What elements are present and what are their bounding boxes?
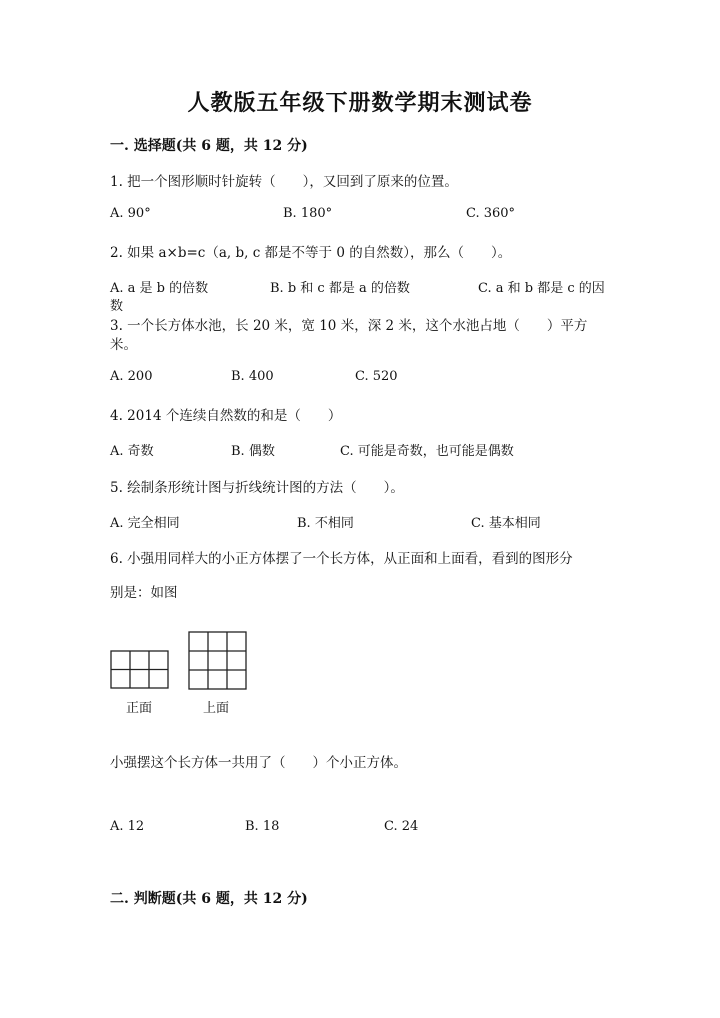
question-2-option-c-wrap: 数	[110, 299, 124, 314]
section-heading-choice: 一. 选择题(共 6 题，共 12 分)	[110, 138, 308, 154]
question-4-option-c: C. 可能是奇数，也可能是偶数	[340, 444, 514, 459]
question-1-option-a: A. 90°	[110, 206, 151, 221]
question-3-option-a: A. 200	[110, 369, 153, 384]
question-1-option-c: C. 360°	[466, 206, 516, 221]
question-3-option-c: C. 520	[355, 369, 398, 384]
question-2-option-b: B. b 和 c 都是 a 的倍数	[270, 281, 410, 296]
question-5-option-b: B. 不相同	[297, 516, 354, 531]
question-3-option-b: B. 400	[231, 369, 274, 384]
question-4-option-b: B. 偶数	[231, 444, 275, 459]
question-2-option-c: C. a 和 b 都是 c 的因	[478, 281, 605, 296]
question-1-option-b: B. 180°	[283, 206, 333, 221]
question-5-option-a: A. 完全相同	[110, 516, 180, 531]
section-heading-judgement: 二. 判断题(共 6 题，共 12 分)	[110, 891, 308, 907]
question-6-line-2: 别是：如图	[110, 585, 178, 601]
question-6-option-a: A. 12	[110, 819, 145, 834]
question-4-option-a: A. 奇数	[110, 444, 154, 459]
question-6-text: 小强摆这个长方体一共用了（ ）个小正方体。	[110, 755, 407, 771]
question-6-line-1: 6. 小强用同样大的小正方体摆了一个长方体，从正面和上面看，看到的图形分	[110, 551, 573, 567]
top-view-grid	[188, 631, 248, 691]
question-5-text: 5. 绘制条形统计图与折线统计图的方法（ ）。	[110, 480, 404, 496]
question-3-line-1: 3. 一个长方体水池，长 20 米，宽 10 米，深 2 米，这个水池占地（ ）平方	[110, 318, 588, 334]
front-view-grid	[110, 650, 170, 690]
question-3-line-2: 米。	[110, 337, 137, 353]
page-title: 人教版五年级下册数学期末测试卷	[187, 90, 533, 116]
question-6-option-c: C. 24	[384, 819, 419, 834]
question-6-option-b: B. 18	[245, 819, 280, 834]
top-view-label: 上面	[203, 701, 230, 716]
question-5-option-c: C. 基本相同	[471, 516, 541, 531]
question-2-text: 2. 如果 a×b=c（a, b, c 都是不等于 0 的自然数），那么（ ）。	[110, 245, 512, 261]
question-1-text: 1. 把一个图形顺时针旋转（ ），又回到了原来的位置。	[110, 174, 458, 190]
front-view-label: 正面	[126, 701, 153, 716]
question-2-option-a: A. a 是 b 的倍数	[110, 281, 209, 296]
question-4-text: 4. 2014 个连续自然数的和是（ ）	[110, 408, 342, 424]
